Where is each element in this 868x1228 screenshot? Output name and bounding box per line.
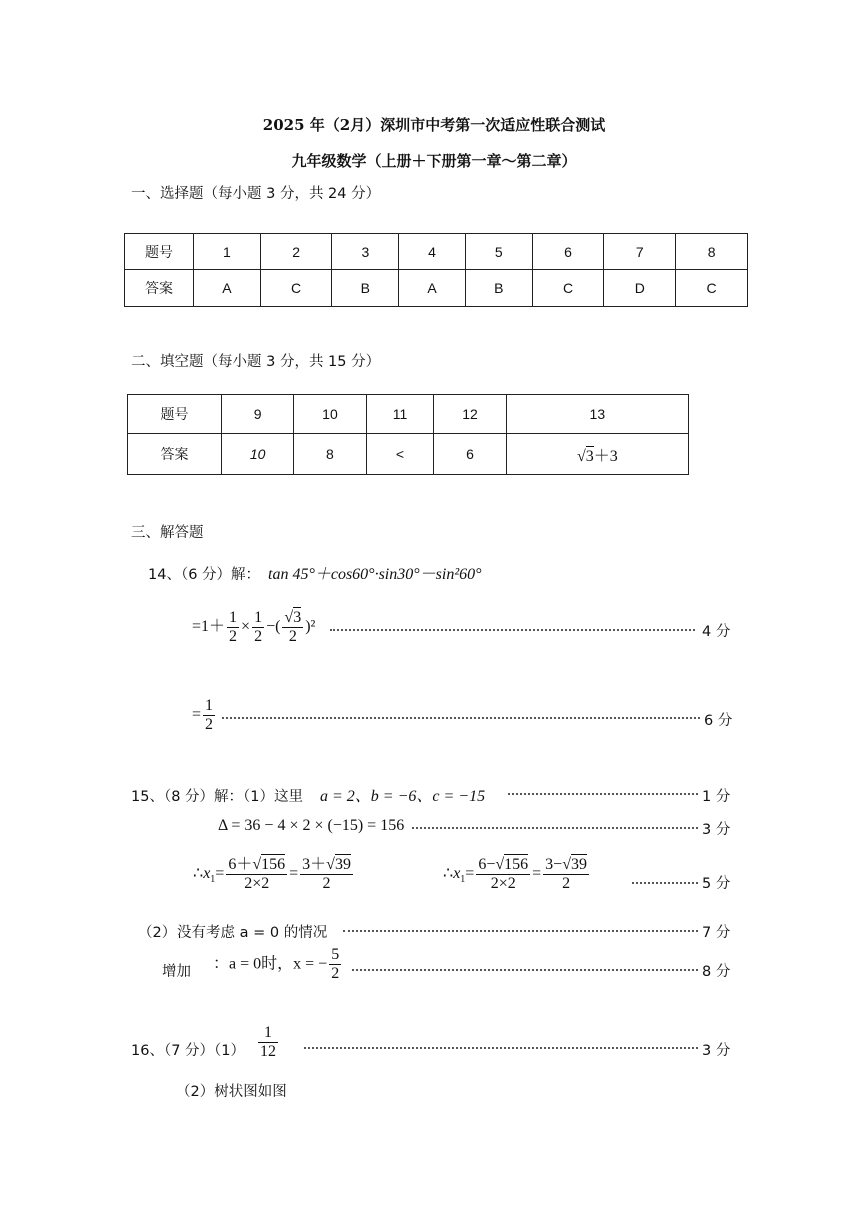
q15-discriminant: Δ = 36 − 4 × 2 × (−15) = 156 <box>218 817 405 834</box>
q15-roots-points: 5 分 <box>702 876 731 892</box>
q15-root-x2: $\therefore x_1=$ $\frac{6-√156}{2\times 2}$ = $\frac{3-√39}{2}$ <box>443 856 587 892</box>
fill-answer-table <box>127 394 689 475</box>
section3-heading: 三、解答题 <box>131 525 204 541</box>
table-row-label: 题号 <box>125 234 194 270</box>
choice-answer-table <box>124 233 748 307</box>
answer-cell: < <box>366 434 434 475</box>
question-number: 3 <box>332 234 399 270</box>
dotted-leader <box>222 717 700 719</box>
q15-coeffs-points: 1 分 <box>702 789 731 805</box>
question-number: 7 <box>604 234 676 270</box>
section2-heading: 二、填空题（每小题 3 分，共 15 分） <box>131 354 381 370</box>
radicand: 3 <box>585 447 594 465</box>
dotted-leader <box>412 827 698 829</box>
dotted-leader <box>352 969 698 971</box>
dotted-leader <box>632 882 698 884</box>
q14-step2-points: 6 分 <box>704 713 733 729</box>
document-subtitle: 九年级数学（上册＋下册第一章～第二章） <box>291 152 577 170</box>
dotted-leader <box>304 1047 698 1049</box>
table-row-label: 题号 <box>128 395 222 434</box>
answer-cell: 6 <box>434 434 506 475</box>
q16-part1-points: 3 分 <box>702 1043 731 1059</box>
answer-cell: A <box>399 270 466 307</box>
answer-cell: C <box>532 270 604 307</box>
q15-part2-label: （2） <box>138 925 177 941</box>
question-number: 11 <box>366 395 434 434</box>
question-number: 6 <box>532 234 604 270</box>
q15-add-expression: ：a = 0时，x = − $\frac{5}{2}$ <box>213 946 340 982</box>
q15-label: 15、（8 分）解：（1）这里 <box>131 789 304 805</box>
question-number: 2 <box>260 234 332 270</box>
answer-cell: 10 <box>222 434 294 475</box>
document-title: 2025 年（2月）深圳市中考第一次适应性联合测试 <box>262 116 606 134</box>
q15-delta-points: 3 分 <box>702 822 731 838</box>
question-number: 10 <box>294 395 366 434</box>
q16-part1-answer: $\frac{1}{12}$ <box>260 1024 276 1060</box>
q14-step1-points: 4 分 <box>702 624 731 640</box>
q14-step2: = $\frac{1}{2}$ <box>192 697 214 733</box>
q15-add-label: 增加 <box>162 964 191 980</box>
answer-cell: C <box>676 270 748 307</box>
question-number: 8 <box>676 234 748 270</box>
question-number: 9 <box>222 395 294 434</box>
dotted-leader <box>330 629 695 631</box>
q15-coefficients: a = 2、b = −6、c = −15 <box>320 788 486 805</box>
question-number: 13 <box>506 395 688 434</box>
answer-cell: 8 <box>294 434 366 475</box>
q16-part2-text: （2）树状图如图 <box>176 1084 287 1100</box>
answer-cell: B <box>332 270 399 307</box>
table-row-label: 答案 <box>125 270 194 307</box>
table-row-label: 答案 <box>128 434 222 475</box>
answer-cell: A <box>194 270 261 307</box>
q15-part2-text: 没有考虑 a = 0 的情况 <box>177 925 328 941</box>
q15-add-points: 8 分 <box>702 964 731 980</box>
question-number: 12 <box>434 395 506 434</box>
answer-cell: D <box>604 270 676 307</box>
question-number: 5 <box>465 234 532 270</box>
section1-heading: 一、选择题（每小题 3 分，共 24 分） <box>131 186 381 202</box>
q14-expression: tan 45°＋cos60°·sin30°－sin²60° <box>268 566 482 583</box>
q15-root-x1: $\therefore x_1=$ $\frac{6+√156}{2\times 2}$ = $\frac{3+√39}{2}$ <box>193 856 351 892</box>
q14-step1: =1＋ $\frac{1}{2}$ × $\frac{1}{2}$ −( $\frac{√3}{2}$ )² <box>192 609 316 645</box>
answer-cell: C <box>260 270 332 307</box>
question-number: 4 <box>399 234 466 270</box>
answer-cell: B <box>465 270 532 307</box>
answer-cell-13: √3＋3 <box>506 434 688 475</box>
q15-add-text: ：a = 0时，x = − <box>213 955 328 973</box>
q14-label: 14、（6 分）解： <box>148 567 261 583</box>
answer13-rest: ＋3 <box>593 447 618 465</box>
dotted-leader <box>508 793 698 795</box>
dotted-leader <box>343 930 698 932</box>
q15-part2-points: 7 分 <box>702 925 731 941</box>
q16-label: 16、（7 分）（1） <box>131 1043 246 1059</box>
question-number: 1 <box>194 234 261 270</box>
